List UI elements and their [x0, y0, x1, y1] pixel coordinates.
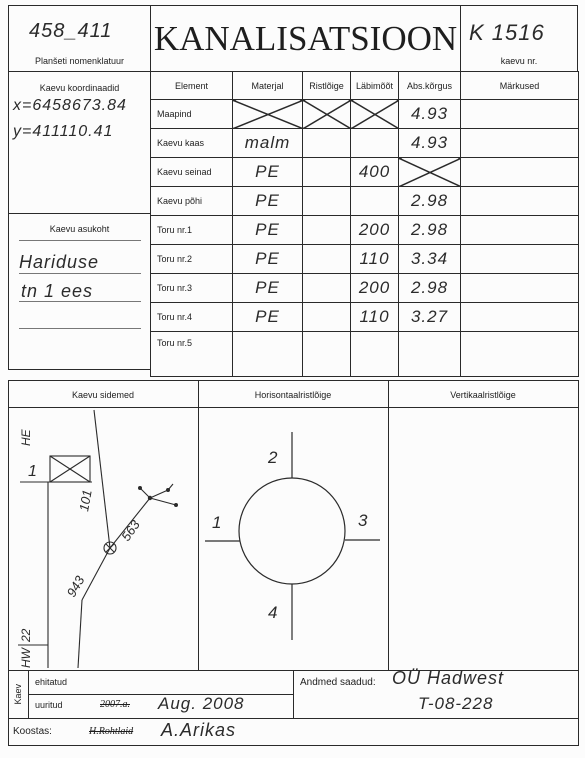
table-row	[151, 245, 579, 274]
well-label-cell	[8, 671, 28, 718]
compiled-label: Koostas:	[13, 726, 52, 737]
sheet-label: Planšeti nomenklatuur	[34, 56, 125, 66]
element-name: Toru nr.3	[151, 274, 233, 303]
marker-label: HW	[19, 648, 33, 668]
location-cell	[8, 213, 151, 370]
branch-node	[148, 496, 152, 500]
manhole-outline	[239, 478, 345, 584]
connections-sketch	[8, 408, 198, 670]
column-header: Märkused	[461, 72, 579, 100]
crossed-cell	[399, 158, 461, 187]
vertical-panel-title: Vertikaalristlõige	[450, 390, 516, 400]
well-number: K 1516	[469, 20, 545, 45]
underline	[19, 240, 141, 241]
branch-line	[150, 498, 176, 505]
page-title: KANALISATSIOON	[153, 19, 458, 58]
section-cell	[303, 274, 351, 303]
table-header-row	[151, 72, 579, 100]
elevation-cell: 2.98	[399, 187, 461, 216]
compiled-name: A.Arikas	[161, 720, 237, 740]
location-line-2: tn 1 ees	[21, 281, 94, 301]
data-from-label: Andmed saadud:	[300, 677, 376, 688]
well-number-label: kaevu nr.	[500, 56, 538, 66]
table-row	[151, 274, 579, 303]
pipe-line	[94, 410, 110, 548]
section-cell	[303, 187, 351, 216]
element-name: Maapind	[151, 100, 233, 129]
section-cell	[303, 303, 351, 332]
elevation-cell	[399, 332, 461, 377]
notes-cell	[461, 129, 579, 158]
branch-line	[150, 490, 168, 498]
crossed-cell	[351, 100, 399, 129]
diameter-cell	[351, 332, 399, 377]
branch-node	[138, 486, 142, 490]
table-row	[151, 100, 579, 129]
element-name: Toru nr.1	[151, 216, 233, 245]
elevation-cell: 3.34	[399, 245, 461, 274]
material-cell: PE	[233, 245, 303, 274]
pipe-label: 943	[63, 573, 88, 600]
underline	[19, 301, 141, 302]
pipe-line	[82, 548, 110, 600]
notes-cell	[461, 303, 579, 332]
notes-cell	[461, 274, 579, 303]
material-cell	[233, 332, 303, 377]
element-name: Toru nr.5	[151, 332, 233, 377]
built-label: ehitatud	[35, 677, 68, 687]
table-row	[151, 187, 579, 216]
data-from-reference: T-08-228	[418, 694, 494, 713]
marker-label: 22	[19, 628, 33, 642]
pipe-label: 563	[118, 517, 143, 544]
diameter-cell: 200	[351, 274, 399, 303]
horizontal-section-drawing	[198, 408, 388, 670]
diameter-cell	[351, 187, 399, 216]
element-name: Kaevu kaas	[151, 129, 233, 158]
table-row	[151, 303, 579, 332]
elevation-cell: 2.98	[399, 274, 461, 303]
notes-cell	[461, 187, 579, 216]
compiled-printed-name: H.Rohtlaid	[89, 726, 134, 737]
box-label: 1	[28, 463, 37, 480]
elevation-cell: 2.98	[399, 216, 461, 245]
underline	[19, 273, 141, 274]
road-edge-line	[78, 600, 82, 668]
section-cell	[303, 245, 351, 274]
notes-cell	[461, 100, 579, 129]
table-row	[151, 129, 579, 158]
column-header: Ristlõige	[303, 72, 351, 100]
element-name: Toru nr.4	[151, 303, 233, 332]
well-number-cell	[460, 5, 578, 72]
element-name: Kaevu põhi	[151, 187, 233, 216]
column-header: Abs.kõrgus	[399, 72, 461, 100]
branch-node	[166, 488, 170, 492]
pipe-number: 2	[268, 448, 278, 467]
diameter-cell: 110	[351, 303, 399, 332]
marker-label: HE	[19, 429, 33, 446]
surveyed-printed-date: 2007.a.	[100, 699, 130, 710]
table-row	[151, 158, 579, 187]
coordinates-label: Kaevu koordinaadid	[39, 83, 120, 93]
coordinate-x: x=6458673.84	[13, 97, 127, 114]
underline	[19, 328, 141, 329]
pipe-label: 101	[76, 488, 95, 513]
sheet-cell	[8, 5, 151, 72]
table-row	[151, 216, 579, 245]
section-cell	[303, 332, 351, 377]
element-name: Kaevu seinad	[151, 158, 233, 187]
notes-cell	[461, 332, 579, 377]
compiled-row	[8, 718, 579, 746]
crossed-cell	[303, 100, 351, 129]
horizontal-panel-title: Horisontaalristlõige	[254, 390, 332, 400]
material-cell: PE	[233, 216, 303, 245]
location-line-1: Hariduse	[19, 252, 100, 272]
surveyed-date: Aug. 2008	[158, 694, 245, 713]
material-cell: PE	[233, 274, 303, 303]
pipe-number: 1	[212, 513, 222, 532]
pipe-number: 4	[268, 603, 278, 622]
material-cell: PE	[233, 187, 303, 216]
coordinate-y: y=411110.41	[13, 123, 114, 140]
coordinates-cell	[8, 71, 151, 214]
title-cell	[150, 5, 461, 72]
material-cell: PE	[233, 303, 303, 332]
table-row	[151, 332, 579, 377]
diameter-cell: 110	[351, 245, 399, 274]
data-from-company: OÜ Hadwest	[392, 668, 505, 688]
column-header: Läbimõõt	[351, 72, 399, 100]
elements-table	[150, 71, 579, 377]
diameter-cell: 400	[351, 158, 399, 187]
connections-panel-title: Kaevu sidemed	[71, 390, 135, 400]
divider	[388, 380, 389, 670]
elevation-cell: 4.93	[399, 129, 461, 158]
pipe-number: 3	[358, 511, 368, 530]
material-cell: malm	[233, 129, 303, 158]
elevation-cell: 4.93	[399, 100, 461, 129]
well-label: Kaev	[13, 684, 23, 705]
element-name: Toru nr.2	[151, 245, 233, 274]
notes-cell	[461, 245, 579, 274]
diameter-cell: 200	[351, 216, 399, 245]
crossed-cell	[233, 100, 303, 129]
column-header: Element	[151, 72, 233, 100]
location-label: Kaevu asukoht	[49, 224, 110, 234]
diameter-cell	[351, 129, 399, 158]
elevation-cell: 3.27	[399, 303, 461, 332]
surveyed-label: uuritud	[35, 700, 63, 710]
branch-node	[174, 503, 178, 507]
divider	[293, 670, 294, 719]
column-header: Materjal	[233, 72, 303, 100]
section-cell	[303, 158, 351, 187]
section-cell	[303, 216, 351, 245]
notes-cell	[461, 216, 579, 245]
sheet-number: 458_411	[29, 20, 113, 42]
section-cell	[303, 129, 351, 158]
material-cell: PE	[233, 158, 303, 187]
notes-cell	[461, 158, 579, 187]
